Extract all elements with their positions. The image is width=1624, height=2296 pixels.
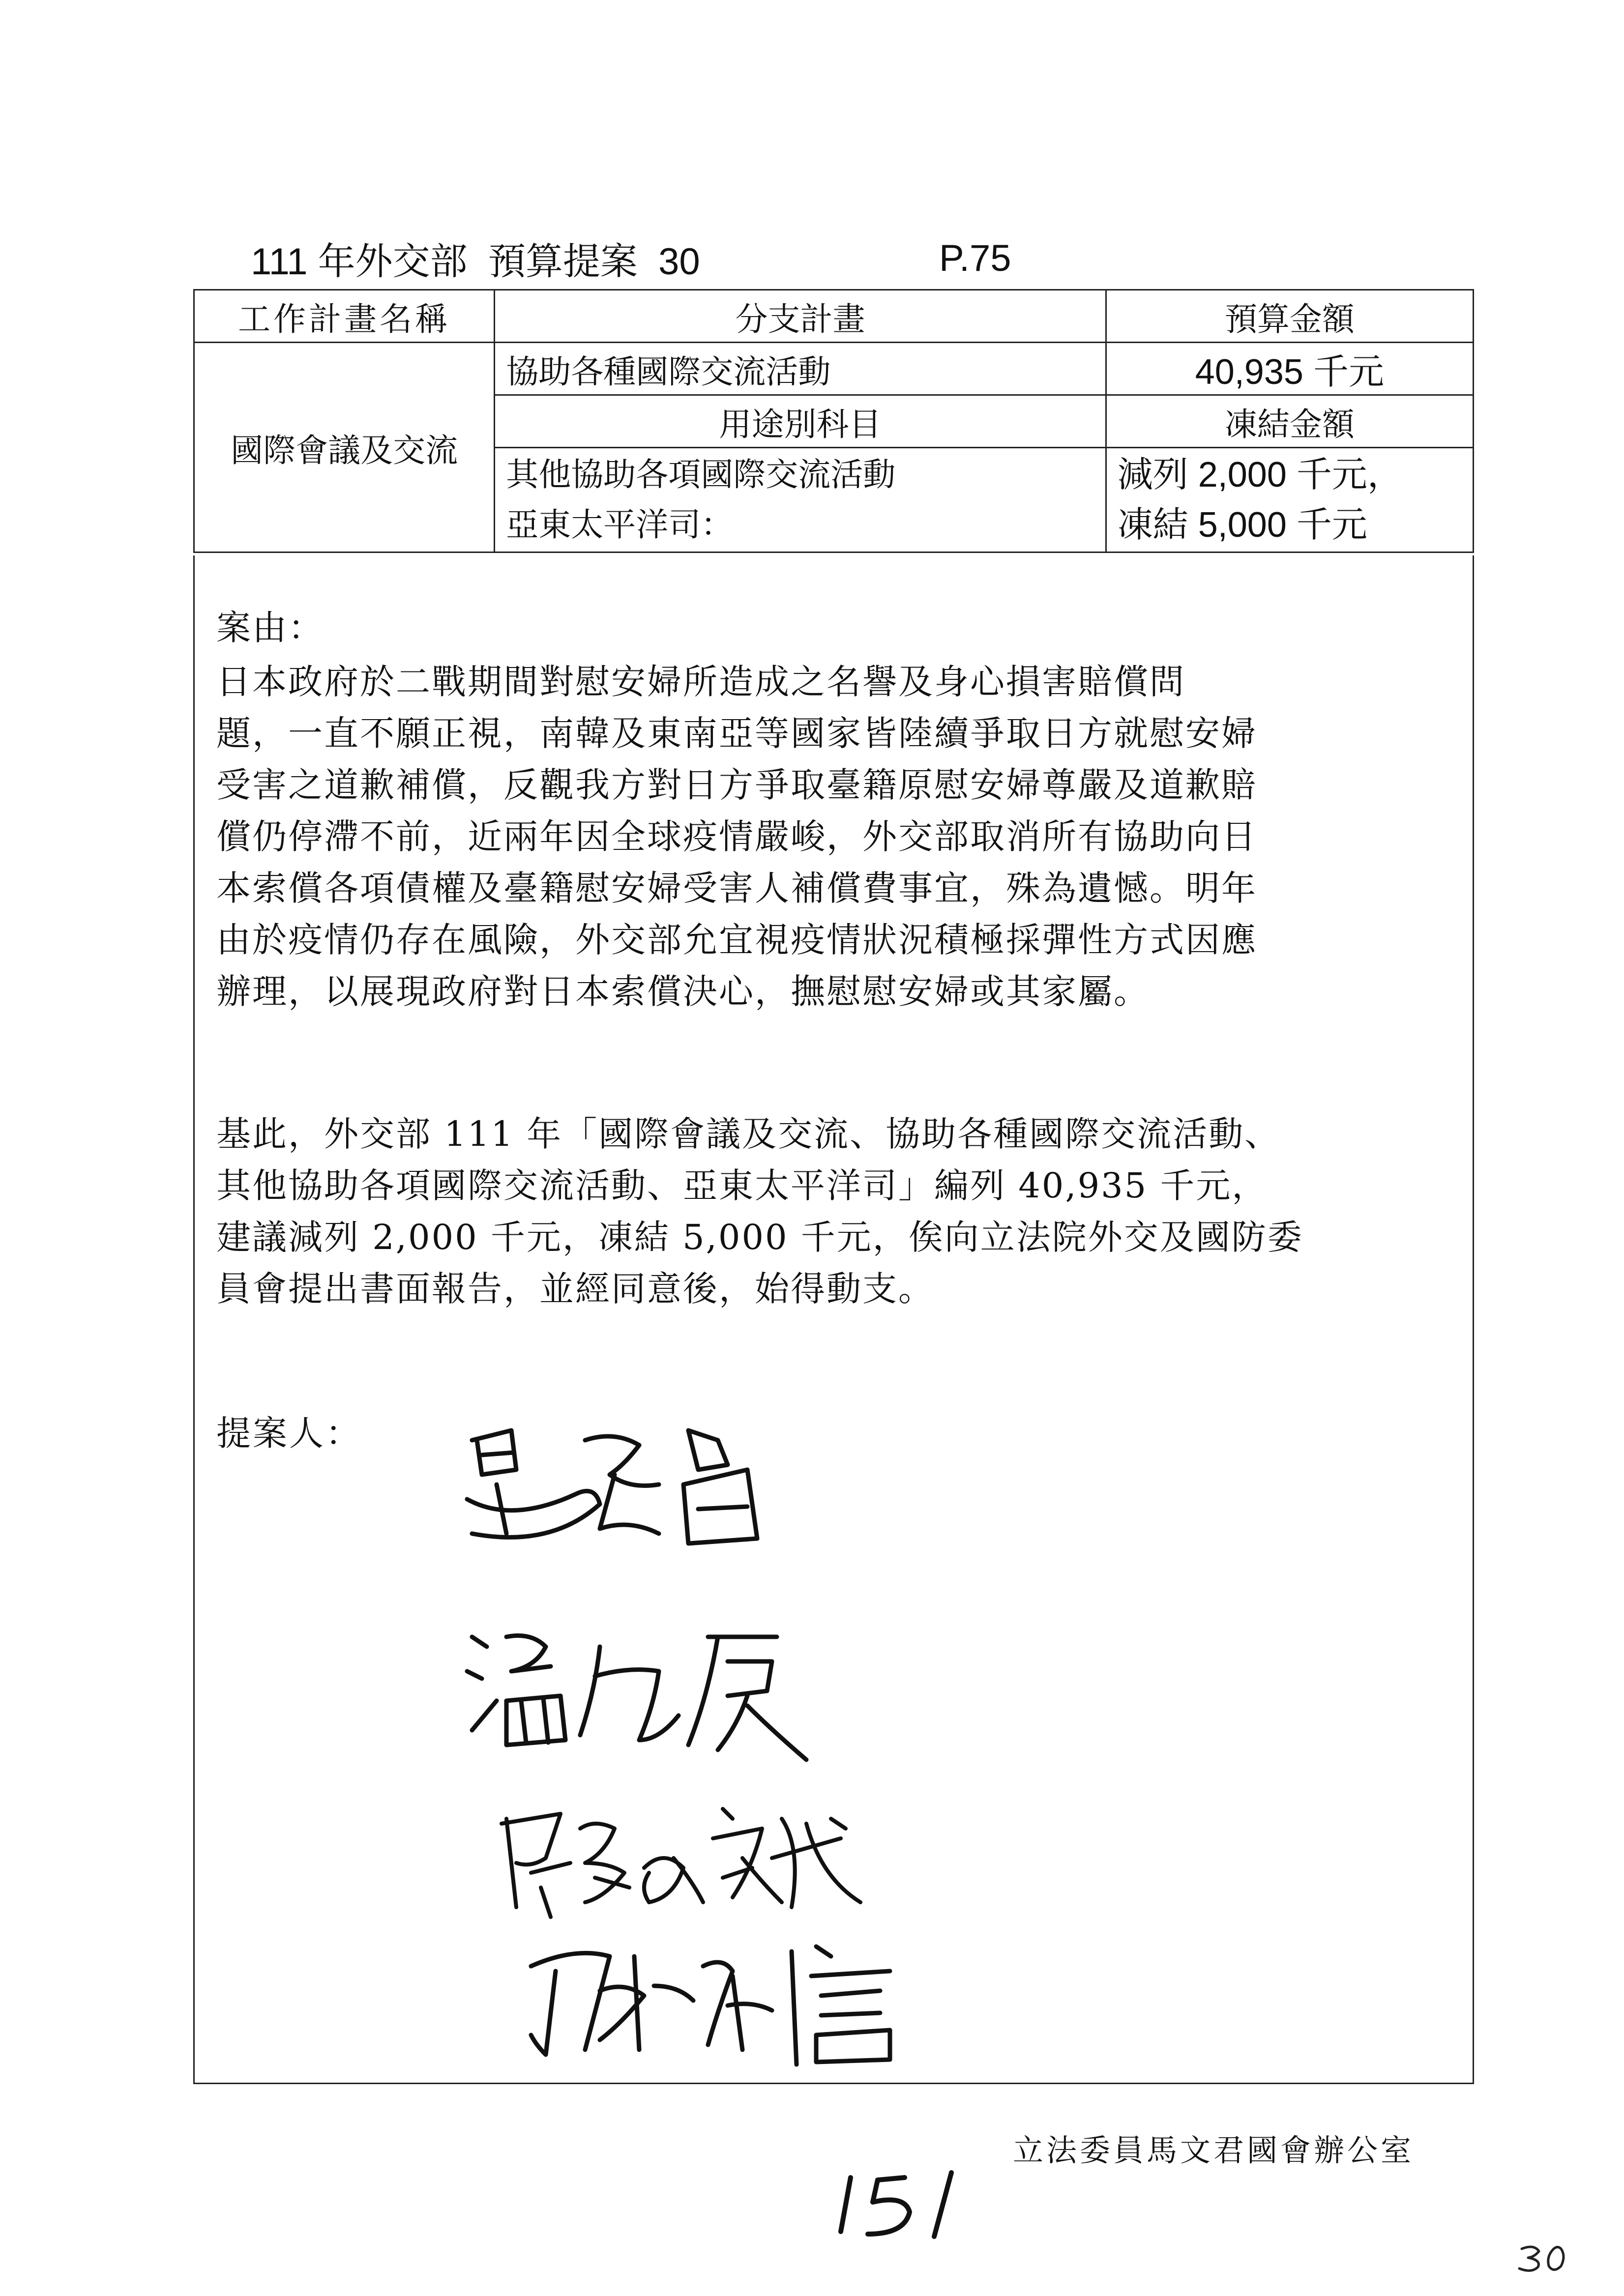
proposal-header — [251, 231, 1087, 285]
page-reference: P.75 — [939, 237, 1011, 279]
usage-cell — [495, 448, 1106, 552]
frozen-cell — [1106, 448, 1473, 552]
reason-line: 受害之道歉補償，反觀我方對日方爭取臺籍原慰安婦尊嚴及道歉賠 — [216, 765, 1257, 805]
conclusion-line: 其他協助各項國際交流活動、亞東太平洋司」編列 40,935 千元， — [216, 1165, 1268, 1206]
reason-label: 案由： — [216, 608, 324, 648]
reason-line: 償仍停滯不前，近兩年因全球疫情嚴峻，外交部取消所有協助向日 — [216, 816, 1257, 857]
col-header-plan-name: 工作計畫名稱 — [194, 290, 495, 343]
signature-chen-i-hsin — [516, 1927, 939, 2074]
col-header-usage: 用途別科目 — [495, 395, 1106, 448]
signature-wen-yu-hsia — [452, 1617, 836, 1774]
reason-line: 辦理，以展現政府對日本索償決心，撫慰慰安婦或其家屬。 — [216, 971, 1150, 1012]
reason-line: 由於疫情仍存在風險，外交部允宜視疫情狀況積極採彈性方式因應 — [216, 920, 1257, 960]
handwritten-corner-number — [1514, 2241, 1573, 2276]
conclusion-line: 建議減列 2,000 千元，凍結 5,000 千元，俟向立法院外交及國防委 — [216, 1217, 1303, 1257]
signature-ma-wen-chun — [452, 1411, 826, 1573]
proposal-title: 111 年外交部 預算提案 30 — [251, 240, 700, 283]
frozen-line-2: 凍結 5,000 千元 — [1117, 505, 1367, 545]
reason-line: 題，一直不願正視，南韓及東南亞等國家皆陸續爭取日方就慰安婦 — [216, 713, 1257, 754]
col-header-branch: 分支計畫 — [495, 290, 1106, 343]
col-header-frozen: 凍結金額 — [1106, 395, 1473, 448]
reason-paragraph — [216, 656, 1455, 1017]
frozen-line-1: 減列 2,000 千元， — [1117, 455, 1403, 494]
conclusion-line: 員會提出書面報告，並經同意後，始得動支。 — [216, 1269, 934, 1309]
reason-line: 本索償各項債權及臺籍慰安婦受害人補償費事宜，殊為遺憾。明年 — [216, 868, 1257, 908]
plan-name-cell: 國際會議及交流 — [194, 343, 495, 552]
col-header-budget: 預算金額 — [1106, 290, 1473, 343]
handwritten-page-number — [831, 2168, 978, 2241]
usage-line-2: 亞東太平洋司： — [506, 506, 734, 544]
budget-table — [193, 289, 1474, 553]
usage-line-1: 其他協助各項國際交流活動 — [506, 456, 896, 494]
conclusion-paragraph — [216, 1108, 1455, 1315]
proposer-label: 提案人： — [216, 1413, 362, 1453]
reason-line: 日本政府於二戰期間對慰安婦所造成之名譽及身心損害賠償問 — [216, 662, 1185, 702]
budget-value-cell: 40,935 千元 — [1106, 343, 1473, 395]
branch-value-cell: 協助各種國際交流活動 — [495, 343, 1106, 395]
conclusion-line: 基此，外交部 111 年「國際會議及交流、協助各種國際交流活動、 — [216, 1114, 1281, 1154]
office-footer: 立法委員馬文君國會辦公室 — [1013, 2132, 1415, 2168]
